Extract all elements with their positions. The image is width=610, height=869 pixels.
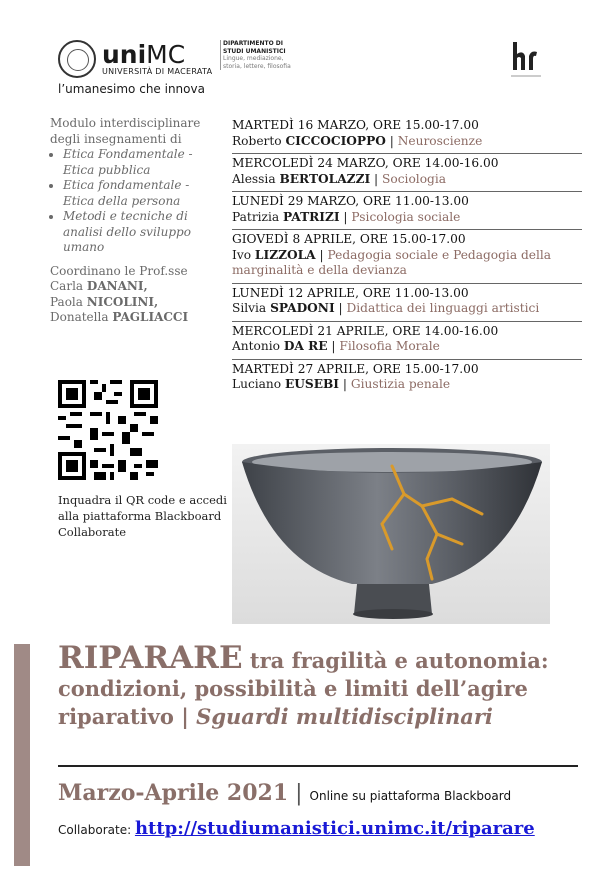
module-info — [50, 116, 220, 326]
event-speaker: Antonio DA RE | Filosofia Morale — [232, 339, 440, 353]
kintsugi-bowl-image — [232, 444, 550, 624]
event-subject: Didattica dei linguaggi artistici — [346, 301, 540, 315]
event-speaker: Ivo LIZZOLA | Pedagogia sociale e Pedagogia della marginalità e della devianza — [232, 247, 552, 277]
event-speaker: Alessia BERTOLAZZI | Sociologia — [232, 171, 446, 186]
module-intro: Modulo interdisciplinare degli insegnamenti di — [50, 116, 201, 146]
event-subject: Giustizia penale — [350, 377, 451, 391]
partner-logo-icon — [505, 38, 545, 78]
event-date: LUNEDÌ 29 MARZO, ORE 11.00-13.00 — [232, 194, 469, 208]
schedule-item — [232, 154, 582, 192]
qr-caption: Inquadra il QR code e accedi alla piattaforma Blackboard Collaborate — [58, 493, 227, 539]
course-list — [50, 147, 220, 256]
coordinator: Carla DANANI, — [50, 279, 148, 293]
coordinators-intro: Coordinano le Prof.sse — [50, 263, 188, 278]
university-seal-icon — [58, 40, 96, 78]
course-item: • Etica fondamentale - Etica della persona — [63, 178, 220, 209]
university-name: UNIVERSITÀ DI MACERATA — [102, 67, 213, 76]
schedule-item — [232, 360, 582, 397]
event-speaker: Patrizia PATRIZI | Psicologia sociale — [232, 209, 461, 224]
event-speaker: Luciano EUSEBI | Giustizia penale — [232, 377, 451, 391]
event-period: Marzo-Aprile 2021 | Online su piattaforma Blackboard — [58, 780, 512, 806]
accent-band — [14, 644, 30, 866]
event-date: GIOVEDÌ 8 APRILE, ORE 15.00-17.00 — [232, 232, 466, 246]
schedule-item — [232, 284, 582, 322]
schedule-item — [232, 230, 582, 284]
schedule-item — [232, 192, 582, 230]
collaborate-line: Collaborate: http://studiumanistici.unimc.it/riparare — [58, 818, 535, 839]
event-date: LUNEDÌ 12 APRILE, ORE 11.00-13.00 — [232, 285, 469, 300]
event-title: RIPARARE tra fragilità e autonomia: condizioni, possibilità e limiti dell’agire riparativo | Sguardi multidisciplinari — [58, 640, 549, 729]
university-logo — [58, 40, 213, 100]
schedule-item — [232, 322, 582, 360]
divider — [58, 765, 578, 767]
qr-code-icon[interactable] — [58, 380, 158, 480]
event-date: MERCOLEDÌ 24 MARZO, ORE 14.00-16.00 — [232, 156, 499, 170]
event-speaker: Silvia SPADONI | Didattica dei linguaggi artistici — [232, 301, 540, 315]
university-tagline: l’umanesimo che innova — [58, 82, 205, 96]
course-item: • Etica Fondamentale - Etica pubblica — [63, 147, 220, 178]
event-url-link[interactable]: http://studiumanistici.unimc.it/riparare — [134, 818, 535, 839]
event-subject: Sociologia — [382, 171, 446, 186]
schedule-item — [232, 116, 582, 154]
course-item: • Metodi e tecniche di analisi dello sviluppo umano — [63, 209, 220, 256]
event-speaker: Roberto CICCOCIOPPO | Neuroscienze — [232, 133, 483, 148]
event-subject: Psicologia sociale — [351, 209, 461, 224]
coordinator: Paola NICOLINI, — [50, 294, 159, 309]
event-date: MARTEDÌ 16 MARZO, ORE 15.00-17.00 — [232, 118, 479, 132]
event-date: MERCOLEDÌ 21 APRILE, ORE 14.00-16.00 — [232, 323, 499, 338]
event-subject: Filosofia Morale — [339, 339, 440, 353]
platform-info: Online su piattaforma Blackboard — [309, 789, 512, 803]
university-wordmark: uniMC — [102, 40, 186, 69]
event-subject: Pedagogia sociale e Pedagogia della marginalità e della devianza — [232, 247, 552, 277]
department-logo: DIPARTIMENTO DI STUDI UMANISTICI Lingue, mediazione, storia, lettere, filosofia — [220, 40, 333, 70]
event-subject: Neuroscienze — [397, 133, 483, 148]
lecture-schedule — [232, 116, 582, 397]
coordinator: Donatella PAGLIACCI — [50, 310, 189, 324]
event-date: MARTEDÌ 27 APRILE, ORE 15.00-17.00 — [232, 361, 479, 376]
